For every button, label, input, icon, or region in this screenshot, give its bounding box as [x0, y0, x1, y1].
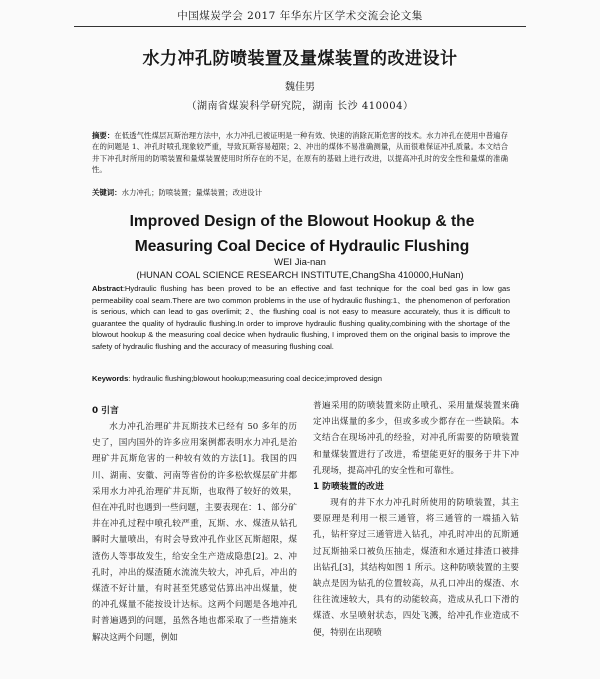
cn-abstract-label: 摘要：	[92, 131, 115, 140]
cn-affiliation: （湖南省煤炭科学研究院，湖南 长沙 410004）	[186, 101, 414, 112]
en-affiliation: (HUNAN COAL SCIENCE RESEARCH INSTITUTE,ChangSha 410000,HuNan)	[136, 270, 464, 280]
cn-keywords-text: 水力冲孔；防喷装置；量煤装置；改进设计	[121, 188, 263, 197]
header-rule	[74, 26, 526, 27]
cn-keywords-label: 关键词：	[92, 188, 122, 197]
cn-abstract	[92, 130, 508, 176]
en-title: Improved Design of the Blowout Hookup & the Measuring Coal Decice of Hydraulic Flushing	[129, 213, 475, 255]
running-head: 中国煤炭学会 2017 年华东片区学术交流会论文集	[177, 10, 423, 22]
en-keywords	[92, 374, 510, 383]
en-author: WEI Jia-nan	[274, 257, 326, 268]
body-paragraph: 普遍采用的防喷装置来防止喷孔、采用量煤装置来确定冲出煤量的多少，但或多或少都存在一些缺陷。本文结合在现场冲孔的经验，对冲孔所需要的防喷装置和量煤装置进行了改进，希望能更好的服务于井下冲孔现场，提高冲孔的安全性和可靠性。	[313, 401, 519, 476]
body-paragraph: 水力冲孔治理矿井瓦斯技术已经有 50 多年的历史了，国内国外的许多应用案例都表明水力冲孔是治理矿井瓦斯危害的一种较有效的方法[1]。我国的四川、湖南、安徽、河南等省份的许多松软煤层矿井都采用水力冲孔治理矿井瓦斯，也取得了较好的效果，但在冲孔时也遇到一些问题，主要表现在：1、部分矿井在冲孔过程中喷孔较严重，瓦斯、水、煤渣从钻孔瞬时大量喷出，有时会导致冲孔作业区瓦斯超限，煤渣伤人等事故发生，给安全生产造成隐患[2]。2、冲孔时，冲出的煤渣随水流流失较大，冲孔后，冲出的煤渣不好计量，有时甚至凭感觉估算出冲出煤量，使的冲孔煤量不能按设计达标。这两个问题是各地冲孔时普遍遇到的问题，虽然各地也都采取了一些措施来解决这两个问题，例如	[92, 422, 297, 643]
en-abstract-label: Abstract	[92, 284, 123, 293]
cn-abstract-text: 在低透气性煤层瓦斯治理方法中，水力冲孔已被证明是一种有效、快速的消除瓦斯危害的技术。水力冲孔在使用中普遍存在的问题是 1、冲孔时喷孔现象较严重，导致瓦斯容易超限；2、冲出的煤体不易准确测量，从而很难保证冲孔质量。本文结合井下冲孔时所用的防喷装置和量煤装置使用时所存在的不足，在原有的基础上进行改进，以提高冲孔时的安全性和量煤的准确性。	[92, 131, 508, 175]
en-keywords-label: Keywords	[92, 374, 129, 383]
cn-title: 水力冲孔防喷装置及量煤装置的改进设计	[142, 49, 458, 69]
body-paragraph: 现有的井下水力冲孔时所使用的防喷装置，其主要原理是利用一根三通管，将三通管的一端插入钻孔，钻杆穿过三通管进入钻孔，冲孔时冲出的瓦斯通过瓦斯抽采口被负压抽走，煤渣和水通过排渣口被排出钻孔[3]，其结构如图 1 所示。这种防喷装置的主要缺点是因为钻孔的位置较高，从孔口冲出的煤渣、水往往流速较大，具有的动能较高，造成从孔口下滑的煤渣、水呈喷射状态，四处飞溅，给冲孔作业造成不便，特别在出现喷	[313, 498, 519, 638]
section-heading-1: 1 防喷装置的改进	[313, 482, 384, 493]
body-column-right	[313, 398, 519, 641]
cn-keywords	[92, 187, 508, 198]
body-column-left	[92, 400, 297, 646]
en-abstract	[92, 283, 510, 353]
section-heading-intro: 0 引言	[92, 406, 119, 416]
en-abstract-text: :Hydraulic flushing has been proved to be an effective and fast technique for the coal bed gas in low gas permeability coal seam.There are two common problems in the use of hydraulic flushing:1、the phenomenon of perforation is serious, which can lead to gas overlimit; 2、the flushing coal is not easy to measure accurately, thus it is difficult to guarantee the quality of hydraulic flushing.In order to improve hydraulic flushing quality,combining with the shortage of the blowout hookup & the measuring coal decice when hydraulic flushing, I improved them on the original basis to improve the safety of hydraulic flushing and the accuracy of measuring flushing coal.	[92, 284, 510, 351]
cn-author: 魏佳男	[285, 82, 315, 93]
en-keywords-text: : hydraulic flushing;blowout hookup;measuring coal decice;improved design	[128, 374, 382, 383]
